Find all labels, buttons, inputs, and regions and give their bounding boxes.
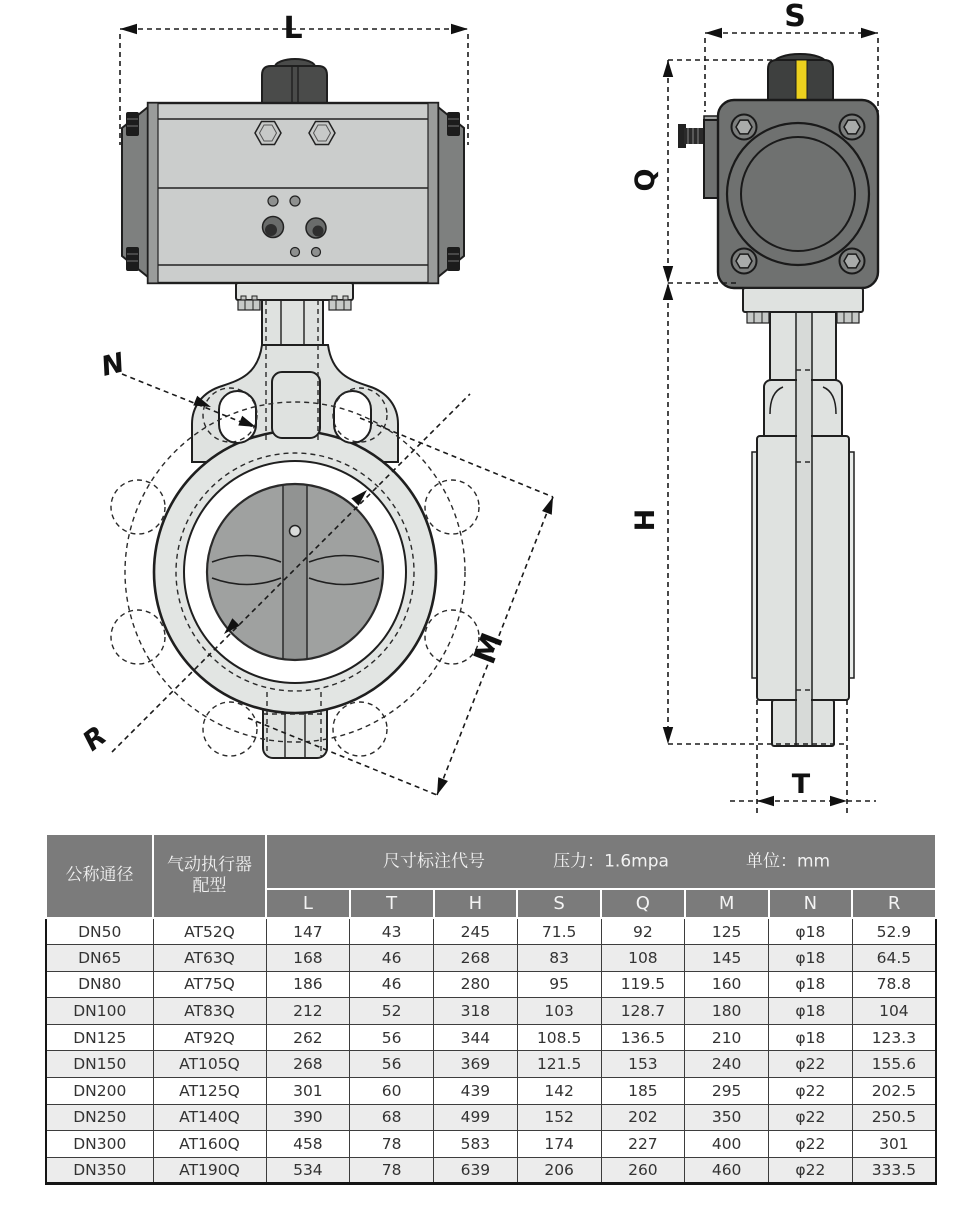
cell-dimension-value: 92 <box>601 918 685 945</box>
cell-actuator: AT140Q <box>153 1104 266 1131</box>
cell-dimension-value: φ22 <box>769 1078 853 1105</box>
table-row <box>46 945 936 972</box>
cell-dimension-value: 344 <box>434 1024 518 1051</box>
cell-dimension-value: 499 <box>434 1104 518 1131</box>
dim-column-header: L <box>266 889 350 918</box>
front-view <box>77 11 558 797</box>
cell-dimension-value: 168 <box>266 945 350 972</box>
cell-actuator: AT105Q <box>153 1051 266 1078</box>
cell-dimension-value: 78.8 <box>852 971 936 998</box>
table-row <box>46 998 936 1025</box>
cell-dimension-value: 180 <box>685 998 769 1025</box>
cell-dn: DN80 <box>46 971 153 998</box>
dim-column-header: M <box>685 889 769 918</box>
cell-actuator: AT190Q <box>153 1157 266 1184</box>
cell-dimension-value: 301 <box>266 1078 350 1105</box>
header-row-top <box>46 834 936 889</box>
cell-dimension-value: 147 <box>266 918 350 945</box>
cell-dimension-value: 439 <box>434 1078 518 1105</box>
table-row <box>46 1078 936 1105</box>
dimension-spec-table <box>45 833 937 1185</box>
cell-dimension-value: 43 <box>350 918 434 945</box>
cell-actuator: AT52Q <box>153 918 266 945</box>
cell-dimension-value: 227 <box>601 1131 685 1158</box>
table-row <box>46 1104 936 1131</box>
cell-dimension-value: 52 <box>350 998 434 1025</box>
cell-dimension-value: 142 <box>517 1078 601 1105</box>
cell-dimension-value: 369 <box>434 1051 518 1078</box>
cell-dimension-value: 103 <box>517 998 601 1025</box>
cell-dimension-value: 136.5 <box>601 1024 685 1051</box>
cell-dimension-value: 153 <box>601 1051 685 1078</box>
col-header-nominal-diameter: 公称通径 <box>46 834 153 918</box>
cell-dimension-value: 460 <box>685 1157 769 1184</box>
cell-dn: DN65 <box>46 945 153 972</box>
cell-dimension-value: 108 <box>601 945 685 972</box>
cell-dimension-value: φ22 <box>769 1157 853 1184</box>
dim-column-header: R <box>852 889 936 918</box>
cell-dimension-value: 400 <box>685 1131 769 1158</box>
cell-dn: DN100 <box>46 998 153 1025</box>
cell-dimension-value: φ18 <box>769 945 853 972</box>
cell-dimension-value: 71.5 <box>517 918 601 945</box>
cell-dimension-value: 390 <box>266 1104 350 1131</box>
dim-label-S: S <box>784 0 806 34</box>
actuator-header-line2: 配型 <box>192 876 227 896</box>
cell-dimension-value: 250.5 <box>852 1104 936 1131</box>
cell-dimension-value: 83 <box>517 945 601 972</box>
unit-info: 单位：mm <box>745 850 831 871</box>
dim-label-L: L <box>283 11 303 46</box>
cell-dimension-value: 145 <box>685 945 769 972</box>
cell-dimension-value: 108.5 <box>517 1024 601 1051</box>
table-row <box>46 1024 936 1051</box>
dim-label-T: T <box>791 769 811 800</box>
cell-actuator: AT92Q <box>153 1024 266 1051</box>
cell-actuator: AT63Q <box>153 945 266 972</box>
cell-dimension-value: φ22 <box>769 1104 853 1131</box>
cell-dimension-value: 64.5 <box>852 945 936 972</box>
dim-label-Q: Q <box>630 168 661 192</box>
cell-dimension-value: 95 <box>517 971 601 998</box>
cell-dimension-value: 78 <box>350 1131 434 1158</box>
spec-table-wrap <box>45 833 935 1185</box>
dim-label-N: N <box>98 347 128 383</box>
cell-dimension-value: 534 <box>266 1157 350 1184</box>
spec-table-body <box>46 918 936 1184</box>
cell-dimension-value: 280 <box>434 971 518 998</box>
table-row <box>46 1051 936 1078</box>
cell-dimension-value: 262 <box>266 1024 350 1051</box>
cell-dimension-value: 350 <box>685 1104 769 1131</box>
cell-dimension-value: 60 <box>350 1078 434 1105</box>
cell-dimension-value: φ18 <box>769 1024 853 1051</box>
cell-dimension-value: 186 <box>266 971 350 998</box>
cell-dimension-value: 104 <box>852 998 936 1025</box>
cell-dimension-value: φ18 <box>769 971 853 998</box>
cell-actuator: AT75Q <box>153 971 266 998</box>
cell-dimension-value: 78 <box>350 1157 434 1184</box>
cell-dimension-value: 121.5 <box>517 1051 601 1078</box>
cell-dimension-value: 155.6 <box>852 1051 936 1078</box>
dim-column-header: T <box>350 889 434 918</box>
cell-dn: DN50 <box>46 918 153 945</box>
table-row <box>46 1131 936 1158</box>
cell-dimension-value: φ18 <box>769 918 853 945</box>
cell-dn: DN300 <box>46 1131 153 1158</box>
cell-dimension-value: 318 <box>434 998 518 1025</box>
cell-dimension-value: 260 <box>601 1157 685 1184</box>
cell-dimension-value: 333.5 <box>852 1157 936 1184</box>
dim-label-R: R <box>77 720 113 758</box>
cell-dimension-value: 46 <box>350 945 434 972</box>
table-row <box>46 918 936 945</box>
dims-title: 尺寸标注代号 <box>383 850 485 871</box>
cell-dimension-value: 268 <box>434 945 518 972</box>
cell-dn: DN350 <box>46 1157 153 1184</box>
cell-dimension-value: φ22 <box>769 1131 853 1158</box>
cell-dimension-value: 185 <box>601 1078 685 1105</box>
cell-dimension-value: 52.9 <box>852 918 936 945</box>
side-view <box>630 0 878 815</box>
cell-dn: DN200 <box>46 1078 153 1105</box>
col-header-actuator <box>153 834 266 918</box>
cell-dimension-value: φ18 <box>769 998 853 1025</box>
cell-dimension-value: 56 <box>350 1024 434 1051</box>
cell-dn: DN150 <box>46 1051 153 1078</box>
cell-dimension-value: 212 <box>266 998 350 1025</box>
cell-dimension-value: 583 <box>434 1131 518 1158</box>
table-row <box>46 971 936 998</box>
dim-column-header: Q <box>601 889 685 918</box>
cell-dn: DN250 <box>46 1104 153 1131</box>
dim-column-header: N <box>769 889 853 918</box>
cell-dn: DN125 <box>46 1024 153 1051</box>
cell-dimension-value: 152 <box>517 1104 601 1131</box>
dim-column-header: S <box>517 889 601 918</box>
cell-dimension-value: 46 <box>350 971 434 998</box>
cell-dimension-value: 301 <box>852 1131 936 1158</box>
cell-dimension-value: 202 <box>601 1104 685 1131</box>
cell-dimension-value: 174 <box>517 1131 601 1158</box>
cell-dimension-value: 56 <box>350 1051 434 1078</box>
cell-dimension-value: 123.3 <box>852 1024 936 1051</box>
cell-dimension-value: 128.7 <box>601 998 685 1025</box>
cell-dimension-value: 210 <box>685 1024 769 1051</box>
cell-dimension-value: 295 <box>685 1078 769 1105</box>
dim-label-H: H <box>630 508 661 532</box>
table-row <box>46 1157 936 1184</box>
cell-dimension-value: 245 <box>434 918 518 945</box>
cell-dimension-value: 458 <box>266 1131 350 1158</box>
pressure-info: 压力：1.6mpa <box>553 850 669 871</box>
cell-actuator: AT125Q <box>153 1078 266 1105</box>
cell-dimension-value: 125 <box>685 918 769 945</box>
cell-dimension-value: 206 <box>517 1157 601 1184</box>
cell-dimension-value: 160 <box>685 971 769 998</box>
dim-label-M: M <box>467 628 511 669</box>
cell-dimension-value: 268 <box>266 1051 350 1078</box>
col-header-dimension-codes <box>266 834 936 889</box>
cell-dimension-value: φ22 <box>769 1051 853 1078</box>
cell-actuator: AT160Q <box>153 1131 266 1158</box>
dim-column-header: H <box>434 889 518 918</box>
cell-dimension-value: 240 <box>685 1051 769 1078</box>
cell-dimension-value: 639 <box>434 1157 518 1184</box>
position-indicator <box>796 60 807 100</box>
cell-dimension-value: 119.5 <box>601 971 685 998</box>
cell-dimension-value: 202.5 <box>852 1078 936 1105</box>
cell-dimension-value: 68 <box>350 1104 434 1131</box>
actuator-header-line1: 气动执行器 <box>167 854 252 875</box>
cell-actuator: AT83Q <box>153 998 266 1025</box>
